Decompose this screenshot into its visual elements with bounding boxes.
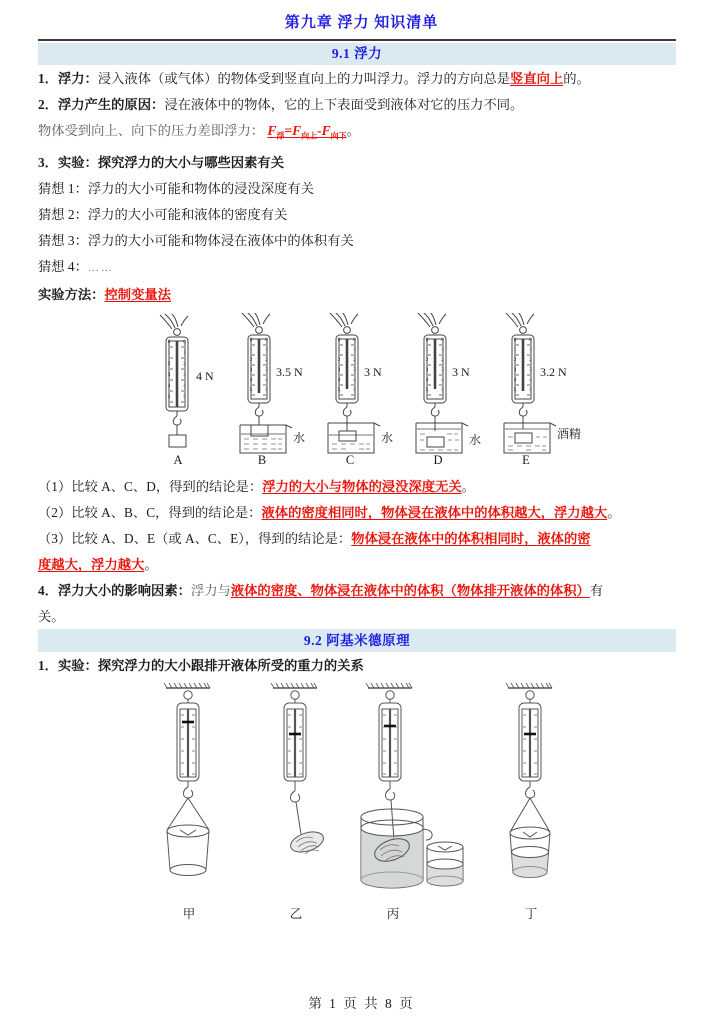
svg-text:1: 1 [167,349,171,356]
svg-text:2: 2 [265,356,268,363]
section-9-2-item-1-lead: 实验：探究浮力的大小跟排开液体所受的重力的关系 [57,657,364,673]
svg-text:2: 2 [183,360,186,367]
figure-c-svg [320,313,410,463]
buoyancy-formula [267,123,347,141]
figure-ding [490,682,580,921]
svg-text:3: 3 [167,371,171,378]
formula-equals: = [284,123,293,138]
svg-text:2: 2 [337,356,341,363]
item-1-number: 1． [38,71,58,86]
guess-3: 猜想 3：浮力的大小可能和物体浸在液体中的体积有关 [38,232,354,248]
conclusion-3-highlight: 物体浸在液体中的体积相同时，液体的密 [351,530,591,546]
svg-text:4: 4 [265,376,268,383]
conclusion-2-suffix: 。 [607,504,621,520]
figure-yi [255,682,345,921]
section-banner-9-1 [38,43,676,65]
svg-text:1: 1 [425,346,429,353]
svg-text:3: 3 [441,366,444,373]
conclusion-1-highlight: 浮力的大小与物体的浸没深度无关 [262,478,462,494]
svg-text:3: 3 [337,366,341,373]
figure-yi-svg [255,682,345,912]
item-4-number: 4． [38,582,58,598]
svg-text:1: 1 [353,346,356,353]
svg-text:3: 3 [265,366,268,373]
svg-text:0: 0 [167,338,171,345]
svg-text:0: 0 [529,336,532,343]
conclusion-1 [38,473,683,499]
figure-c-liquid-label: 水 [381,430,394,445]
svg-text:1: 1 [441,346,444,353]
conclusion-2-prefix: （2）比较 A、B、C，得到的结论是： [38,504,262,520]
svg-text:1: 1 [183,349,186,356]
item-4-wrap: 关。 [38,608,65,624]
svg-text:2: 2 [529,356,532,363]
conclusion-3-prefix: （3）比较 A、D、E（或 A、C、E），得到的结论是： [38,530,352,546]
item-2-number: 2． [38,97,58,112]
conclusion-2 [38,499,683,525]
item-4-highlight: 液体的密度、物体浸在液体中的体积（物体排开液体的体积） [230,582,590,598]
figure-ding-caption: 丁 [524,906,538,921]
formula-minus: - [317,123,322,138]
svg-text:0: 0 [183,338,186,345]
figure-e [496,313,586,467]
figure-e-caption: E [522,452,530,467]
conclusion-3-highlight-wrap: 度越大，浮力越大 [38,556,145,572]
figure-c-reading: 3 N [364,364,382,379]
item-1-text-after: 的。 [563,71,590,86]
section-9-2-body [38,652,683,678]
item-2-text: 浸在液体中的物体，它的上下表面受到液体对它的压力不同。 [164,97,524,112]
method-lead: 实验方法： [38,286,105,302]
item-4-lead: 浮力大小的影响因素： [57,582,191,598]
item-1-text: 浸入液体（或气体）的物体受到竖直向上的力叫浮力。浮力的方向总是 [97,71,511,86]
svg-text:4: 4 [337,376,341,383]
conclusion-3-suffix: 。 [144,556,158,572]
svg-text:3: 3 [183,371,186,378]
figure-bing-svg [350,682,480,912]
svg-text:5: 5 [529,386,532,393]
formula-f3: F [321,123,331,138]
item-3-experiment [38,149,683,175]
figure-b-caption: B [257,452,267,467]
svg-text:5: 5 [265,386,268,393]
svg-text:2: 2 [441,356,444,363]
section-2-name: 阿基米德原理 [326,632,411,648]
svg-text:4: 4 [353,376,356,383]
conclusion-3-wrap [38,551,683,577]
item-2-formula-line [38,117,683,149]
figure-jia [148,682,238,921]
section-name: 浮力 [354,46,383,61]
conclusions-area [38,473,683,629]
formula-intro-text: 物体受到向上、向下的压力差即浮力： [38,123,265,138]
figure-b-liquid-label: 水 [293,430,306,445]
figure-jia-svg [148,682,238,912]
svg-text:1: 1 [337,346,341,353]
guess-4-label: 猜想 4： [38,258,88,274]
figure-yi-caption: 乙 [289,906,303,921]
item-4-text-after: 有 [589,582,604,598]
svg-text:3: 3 [529,366,532,373]
figure-d-svg [408,313,498,463]
svg-text:1: 1 [529,346,532,353]
svg-text:4: 4 [425,376,429,383]
svg-text:4: 4 [167,382,171,389]
figure-a-caption: A [173,452,183,467]
page-footer: 第 1 页 共 8 页 [308,996,415,1011]
formula-sub-1: 浮 [276,131,285,141]
guess-2: 猜想 2：浮力的大小可能和液体的密度有关 [38,206,288,222]
item-2-cause [38,91,683,117]
svg-text:4: 4 [513,376,517,383]
figure-ding-svg [490,682,580,912]
formula-f1: F [267,123,277,138]
figure-e-reading: 3.2 N [540,364,567,379]
page-title: 第九章 浮力 知识清单 [284,15,439,31]
item-4-factors [38,577,683,603]
svg-text:2: 2 [353,356,356,363]
formula-sub-2: 向上 [301,131,318,141]
conclusion-1-prefix: （1）比较 A、C、D，得到的结论是： [38,478,263,494]
svg-text:1: 1 [513,346,517,353]
svg-text:5: 5 [337,386,341,393]
svg-text:5: 5 [353,386,356,393]
svg-text:3: 3 [353,366,356,373]
svg-text:2: 2 [425,356,429,363]
archimedes-figure-row [0,682,723,927]
guess-4-ellipsis: …… [87,261,114,274]
formula-sub-3: 向下 [330,131,347,141]
item-1-highlight: 竖直向上 [510,71,564,86]
svg-text:3: 3 [425,366,429,373]
figure-b-reading: 3.5 N [276,364,303,379]
item-1-buoyancy [38,65,683,91]
svg-text:0: 0 [249,336,253,343]
guess-1: 猜想 1：浮力的大小可能和物体的浸没深度有关 [38,180,314,196]
figure-a-svg [150,313,222,463]
section-number: 9.1 [331,46,351,61]
figure-e-liquid-label: 酒精 [557,426,582,441]
section-banner-9-2 [38,629,676,652]
svg-text:2: 2 [249,356,253,363]
method-highlight: 控制变量法 [104,286,171,302]
svg-text:3: 3 [513,366,517,373]
figure-d [408,313,498,467]
item-3-number: 3． [38,154,58,170]
svg-text:4: 4 [529,376,532,383]
svg-text:4: 4 [441,376,444,383]
conclusion-1-suffix: 。 [461,478,475,494]
figure-b-svg [232,313,322,463]
formula-f2: F [292,123,302,138]
figure-d-liquid-label: 水 [469,432,482,447]
svg-text:0: 0 [513,336,517,343]
svg-text:0: 0 [425,336,429,343]
section-2-number: 9.2 [303,632,323,648]
item-2-lead: 浮力产生的原因： [57,97,165,112]
svg-text:5: 5 [441,386,444,393]
formula-period: 。 [346,123,360,138]
svg-text:0: 0 [265,336,268,343]
section-9-2-item-1 [38,652,683,678]
svg-text:5: 5 [183,393,186,400]
experiment-figure-row [0,313,723,473]
conclusion-2-highlight: 液体的密度相同时，物体浸在液体中的体积越大，浮力越大 [261,504,608,520]
section-9-2-item-1-number: 1． [38,657,58,673]
item-3-lead: 实验：探究浮力的大小与哪些因素有关 [57,154,284,170]
svg-text:5: 5 [249,386,253,393]
figure-c-caption: C [345,452,355,467]
svg-text:2: 2 [167,360,171,367]
guess-4 [38,253,683,281]
svg-text:0: 0 [353,336,356,343]
figure-d-caption: D [433,452,443,467]
svg-text:5: 5 [167,393,171,400]
svg-text:3: 3 [249,366,253,373]
figure-a [150,313,222,467]
svg-text:1: 1 [265,346,268,353]
figure-b [232,313,322,467]
title-divider [38,39,676,41]
figure-d-reading: 3 N [452,364,470,379]
item-4-text: 浮力与 [190,582,231,598]
figure-bing-caption: 丙 [386,906,400,921]
svg-text:5: 5 [425,386,429,393]
svg-text:4: 4 [249,376,253,383]
svg-text:1: 1 [249,346,253,353]
svg-text:2: 2 [513,356,517,363]
svg-text:5: 5 [513,386,517,393]
experiment-method [38,281,683,307]
item-1-lead: 浮力： [57,71,98,86]
section-9-1-body [38,65,683,307]
figure-c [320,313,410,467]
svg-text:0: 0 [337,336,341,343]
conclusion-3 [38,525,683,551]
svg-text:0: 0 [441,336,444,343]
figure-bing [350,682,480,921]
svg-text:4: 4 [183,382,186,389]
figure-jia-caption: 甲 [182,906,196,921]
figure-a-reading: 4 N [196,368,214,383]
